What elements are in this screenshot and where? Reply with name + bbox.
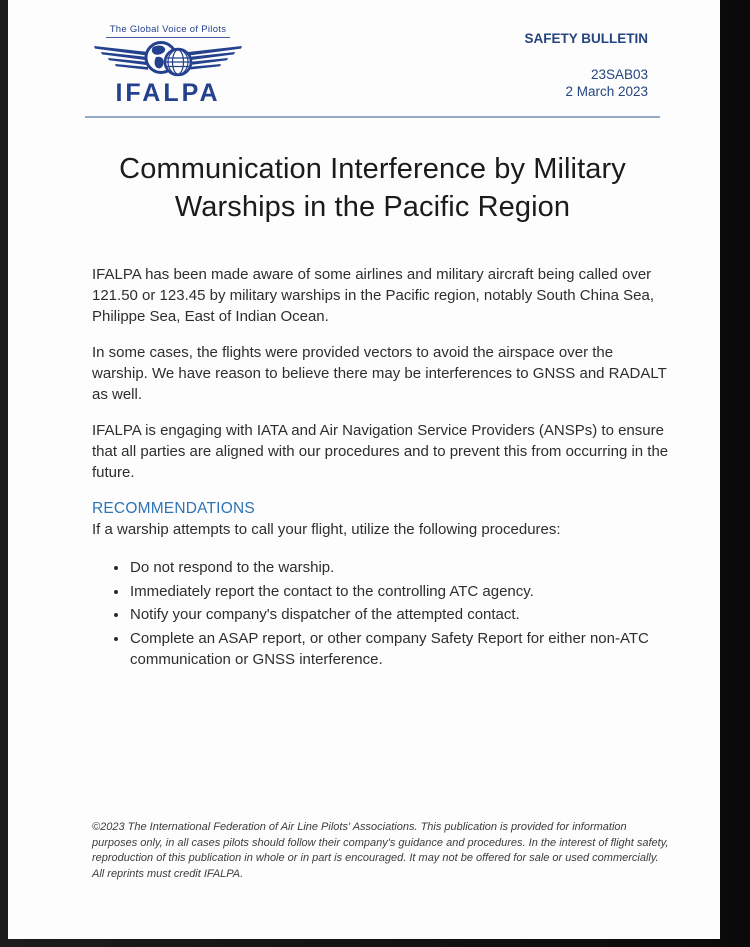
list-item: • Do not respond to the warship. (129, 557, 672, 578)
recommendations-list (92, 557, 672, 670)
doc-type-label: SAFETY BULLETIN (524, 31, 648, 46)
ifalpa-logo (92, 24, 244, 108)
list-item: • Immediately report the contact to the controlling ATC agency. (129, 581, 672, 602)
logo-wordmark: IFALPA (115, 79, 221, 107)
bulletin-title: Communication Interference by Military Warships in the Pacific Region (119, 153, 626, 223)
recommendations-heading: RECOMMENDATIONS (92, 500, 255, 517)
bulletin-body (92, 264, 672, 672)
paragraph-2: In some cases, the flights were provided vectors to avoid the airspace over the warship. We have reason to believe there may be interferences to GNSS and RADALT as well. (92, 344, 667, 403)
copyright-disclaimer: ©2023 The International Federation of Air Line Pilots' Associations. This publication is provided for information purposes only, in all cases pilots should follow their company's guidance and procedures. In the interest of flight safety, reproduction of this publication in whole or in part is encouraged. It may not be offered for sale or used commercially. All reprints must credit IFALPA. (92, 821, 669, 880)
header-divider (85, 116, 660, 118)
bulletin-page (8, 0, 720, 939)
doc-date: 2 March 2023 (565, 84, 648, 99)
list-item: • Notify your company's dispatcher of the attempted contact. (129, 604, 672, 625)
bulletin-meta (524, 30, 648, 100)
paragraph-1: IFALPA has been made aware of some airlines and military aircraft being called over 121.50 or 123.45 by military warships in the Pacific region, notably South China Sea, Philippe Sea, East of Indian Ocean. (92, 266, 654, 325)
logo-tagline-rule (106, 37, 230, 38)
winged-globes-icon (92, 39, 244, 81)
paragraph-3: IFALPA is engaging with IATA and Air Navigation Service Providers (ANSPs) to ensure that all parties are aligned with our procedures and to prevent this from occurring in the future. (92, 422, 669, 481)
logo-tagline: The Global Voice of Pilots (109, 24, 227, 35)
list-item: • Complete an ASAP report, or other company Safety Report for either non-ATC communication or GNSS interference. (129, 628, 672, 670)
doc-number: 23SAB03 (590, 67, 648, 82)
recommendations-intro: If a warship attempts to call your flight, utilize the following procedures: (92, 521, 561, 538)
